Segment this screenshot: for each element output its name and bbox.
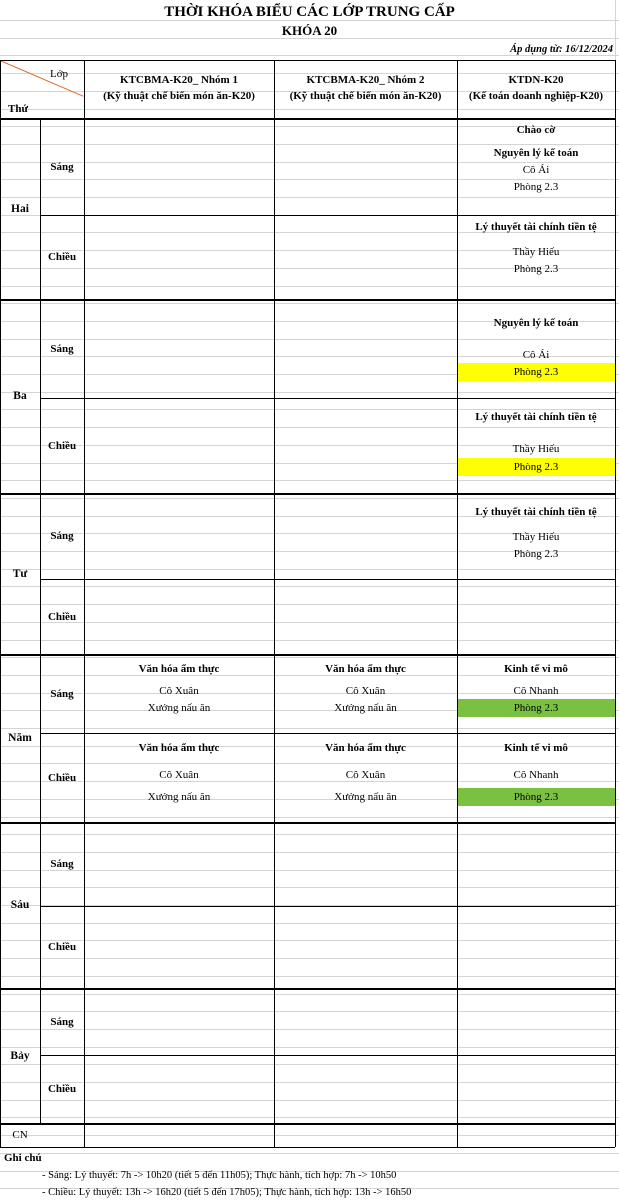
- sunday-border: [0, 1147, 615, 1148]
- cell-detail: Phòng 2.3: [513, 548, 559, 560]
- day-label: Tư: [12, 567, 28, 580]
- gridline: [0, 586, 619, 587]
- subject-name: Văn hóa ẩm thực: [138, 663, 220, 675]
- cell-detail: Cô Nhanh: [513, 685, 559, 697]
- gridline: [0, 817, 619, 818]
- day-border: [0, 1123, 615, 1125]
- session-label: Chiều: [47, 610, 77, 623]
- gridline: [0, 1064, 619, 1065]
- gridline: [0, 1100, 619, 1101]
- cell-detail: Xưởng nấu ăn: [147, 702, 211, 714]
- subject-name: Kinh tế vi mô: [504, 742, 568, 754]
- gridline: [0, 923, 619, 924]
- gridline: [0, 958, 619, 959]
- session-label: Chiều: [47, 941, 77, 953]
- cell-detail: Phòng 2.3: [513, 263, 559, 275]
- cell-detail: Xưởng nấu ăn: [147, 791, 211, 803]
- session-border: [40, 215, 615, 216]
- gridline: [0, 640, 619, 641]
- gridline: [0, 392, 619, 393]
- session-label: Sáng: [50, 687, 74, 700]
- applied-date: Áp dụng từ: 16/12/2024: [510, 44, 613, 55]
- note-line: - Sáng: Lý thuyết: 7h -> 10h20 (tiết 5 đến 11h05); Thực hành, tích hợp: 7h -> 10h50: [42, 1170, 397, 1181]
- cell-detail: Thầy Hiếu: [512, 531, 560, 543]
- gridline: [0, 303, 619, 304]
- day-border: [0, 493, 615, 495]
- subject-name: Nguyên lý kế toán: [493, 317, 579, 329]
- column-code: KTCBMA-K20_ Nhóm 1: [120, 74, 238, 86]
- session-label: Chiều: [47, 439, 77, 452]
- cell-detail: Xưởng nấu ăn: [334, 702, 397, 714]
- day-label: Năm: [8, 732, 32, 744]
- subject-name: Văn hóa ẩm thực: [325, 663, 406, 675]
- cell-detail: Phòng 2.3: [513, 702, 559, 714]
- cell-detail: Cô Nhanh: [513, 769, 559, 781]
- session-label: Chiều: [47, 251, 77, 263]
- cell-detail: Cô Ái: [522, 349, 550, 361]
- session-border: [40, 733, 615, 734]
- gridline: [0, 994, 619, 995]
- gridline: [0, 976, 619, 977]
- subject-name: Chào cờ: [516, 124, 556, 136]
- gridline: [0, 20, 619, 21]
- gridline: [0, 852, 619, 853]
- gridline: [0, 1011, 619, 1012]
- day-label: Hai: [11, 202, 29, 215]
- subject-name: Văn hóa ẩm thực: [138, 742, 220, 754]
- day-label: Bảy: [10, 1049, 30, 1062]
- column-border: [615, 60, 616, 1147]
- page-title: THỜI KHÓA BIỂU CÁC LỚP TRUNG CẤP: [164, 4, 455, 20]
- session-label: Sáng: [50, 342, 74, 355]
- column-border: [0, 60, 1, 1147]
- corner-class-label: Lớp: [50, 68, 69, 80]
- gridline: [0, 1047, 619, 1048]
- gridline: [0, 109, 619, 110]
- note-line: - Chiều: Lý thuyết: 13h -> 16h20 (tiết 5 đến 17h05); Thực hành, tích hợp: 13h -> 16h50: [42, 1187, 412, 1198]
- cell-detail: Cô Xuân: [345, 685, 386, 697]
- cell-detail: Cô Xuân: [159, 685, 199, 697]
- gridline: [0, 728, 619, 729]
- gridline: [0, 622, 619, 623]
- cell-detail: Thầy Hiếu: [512, 443, 560, 455]
- session-label: Sáng: [50, 530, 74, 542]
- day-border: [0, 654, 615, 656]
- sunday-label: CN: [12, 1129, 28, 1141]
- gridline: [0, 1029, 619, 1030]
- subject-name: Lý thuyết tài chính tiền tệ: [475, 221, 597, 233]
- cell-detail: Phòng 2.3: [513, 461, 559, 473]
- gridline: [0, 1135, 619, 1136]
- subject-name: Kinh tế vi mô: [504, 663, 568, 675]
- session-border: [40, 1055, 615, 1056]
- column-code: KTCBMA-K20_ Nhóm 2: [306, 74, 425, 86]
- day-border: [0, 988, 615, 990]
- cell-detail: Thầy Hiếu: [512, 246, 560, 258]
- gridline: [0, 480, 619, 481]
- session-label: Sáng: [50, 1015, 74, 1028]
- session-label: Sáng: [50, 160, 74, 173]
- gridline: [0, 339, 619, 340]
- gridline: [0, 870, 619, 871]
- gridline: [0, 940, 619, 941]
- session-label: Chiều: [47, 771, 77, 784]
- subject-name: Nguyên lý kế toán: [493, 147, 579, 159]
- day-label: Ba: [13, 390, 27, 402]
- session-label: Sáng: [50, 858, 74, 870]
- column-border: [40, 118, 41, 1123]
- gridline: [0, 1117, 619, 1118]
- session-border: [40, 398, 615, 399]
- column-code: KTDN-K20: [508, 74, 564, 86]
- day-border: [0, 299, 615, 301]
- gridline: [0, 887, 619, 888]
- gridline: [0, 569, 619, 570]
- header-top-border: [0, 60, 615, 61]
- gridline: [0, 657, 619, 658]
- subject-name: Lý thuyết tài chính tiền tệ: [475, 506, 597, 518]
- gridline: [0, 1153, 619, 1154]
- cell-detail: Phòng 2.3: [513, 181, 559, 193]
- cell-detail: Cô Xuân: [345, 769, 386, 781]
- session-border: [40, 906, 615, 907]
- session-border: [40, 579, 615, 580]
- subject-name: Văn hóa ẩm thực: [325, 742, 406, 754]
- cell-detail: Cô Ái: [522, 164, 550, 176]
- day-border: [0, 822, 615, 824]
- page-subtitle: KHÓA 20: [281, 23, 338, 38]
- gridline: [0, 834, 619, 835]
- gridline: [0, 498, 619, 499]
- cell-detail: Phòng 2.3: [513, 791, 559, 803]
- column-border: [84, 60, 85, 1147]
- column-name: (Kỹ thuật chế biến món ăn-K20): [103, 90, 255, 102]
- day-label: Sáu: [10, 899, 30, 911]
- gridline: [0, 763, 619, 764]
- cell-detail: Xưởng nấu ăn: [334, 791, 397, 803]
- subject-name: Lý thuyết tài chính tiền tệ: [475, 411, 597, 423]
- cell-detail: Cô Xuân: [159, 769, 199, 781]
- notes-title: Ghi chú: [4, 1152, 42, 1164]
- session-label: Chiều: [47, 1083, 77, 1095]
- header-bottom-border: [0, 118, 615, 120]
- gridline: [0, 604, 619, 605]
- column-name: (Kỹ thuật chế biến món ăn-K20): [289, 90, 442, 102]
- column-border: [274, 60, 275, 1147]
- corner-day-label: Thứ: [8, 103, 29, 115]
- cell-detail: Phòng 2.3: [513, 366, 559, 378]
- gridline: [0, 427, 619, 428]
- gridline: [0, 197, 619, 198]
- column-border: [457, 60, 458, 1147]
- column-name: (Kế toán doanh nghiệp-K20): [468, 90, 604, 102]
- gridline: [0, 1082, 619, 1083]
- gridline: [0, 286, 619, 287]
